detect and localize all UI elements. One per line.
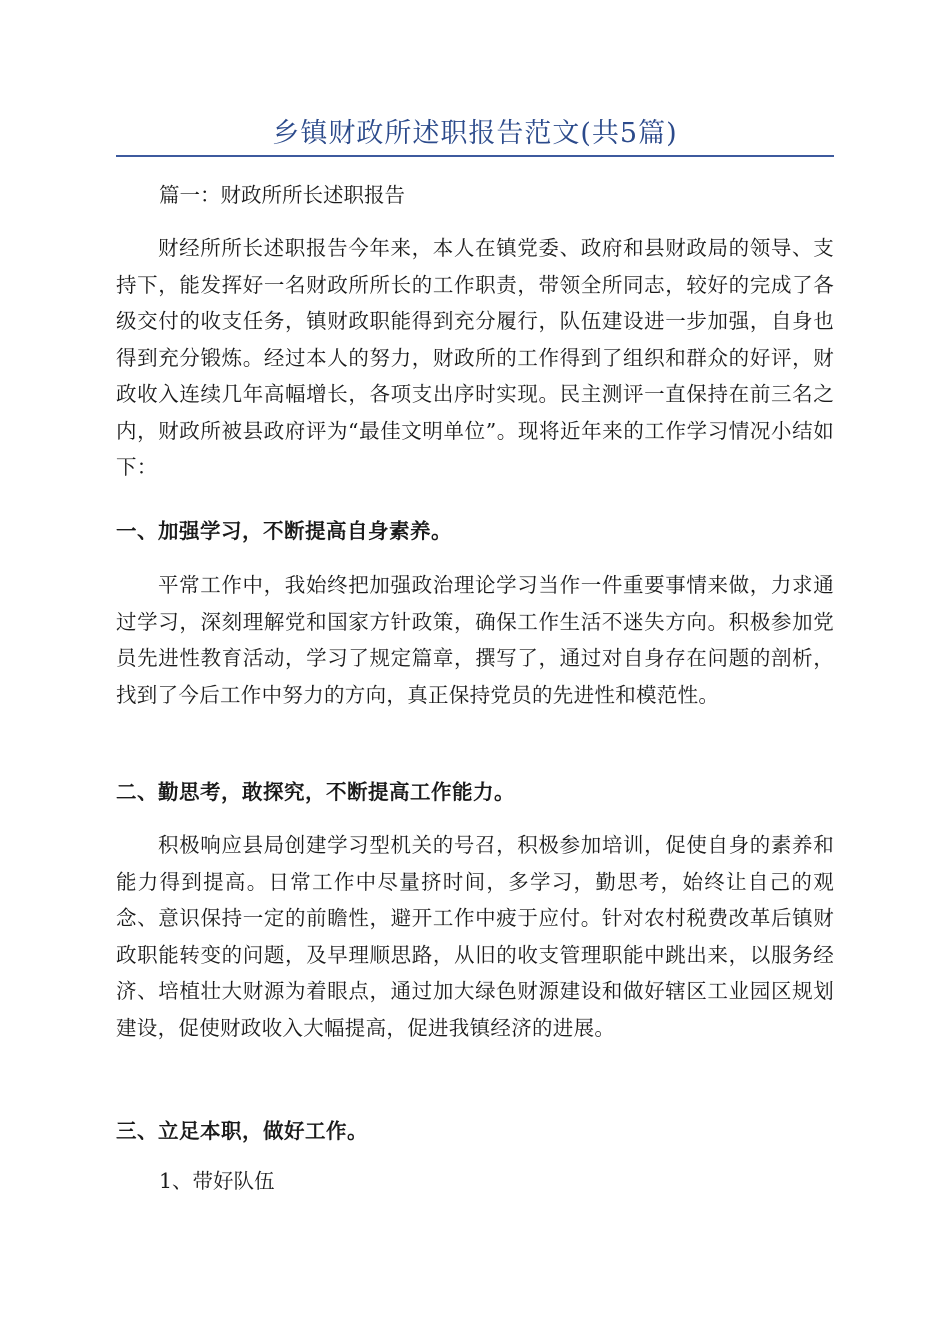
- heading-ability: 二、勤思考，敢探究，不断提高工作能力。: [116, 780, 515, 804]
- paragraph-study: 平常工作中，我始终把加强政治理论学习当作一件重要事情来做，力求通过学习，深刻理解党和国家方针政策，确保工作生活不迷失方向。积极参加党员先进性教育活动，学习了规定篇章，撰写了，通过对自身存在问题的剖析，找到了今后工作中努力的方向，真正保持党员的先进性和模范性。: [116, 573, 834, 707]
- document-title: 乡镇财政所述职报告范文(共5篇): [272, 118, 678, 149]
- paragraph-ability: 积极响应县局创建学习型机关的号召，积极参加培训，促使自身的素养和能力得到提高。日常工作中尽量挤时间，多学习，勤思考，始终让自己的观念、意识保持一定的前瞻性，避开工作中疲于应付。针对农村税费改革后镇财政职能转变的问题，及早理顺思路，从旧的收支管理职能中跳出来，以服务经济、培植壮大财源为着眼点，通过加大绿色财源建设和做好辖区工业园区规划建设，促使财政收入大幅提高，促进我镇经济的进展。: [116, 833, 834, 1040]
- paragraph-intro: 财经所所长述职报告今年来，本人在镇党委、政府和县财政局的领导、支持下，能发挥好一名财政所所长的工作职责，带领全所同志，较好的完成了各级交付的收支任务，镇财政职能得到充分履行，队伍建设进一步加强，自身也得到充分锻炼。经过本人的努力，财政所的工作得到了组织和群众的好评，财政收入连续几年高幅增长，各项支出序时实现。民主测评一直保持在前三名之内，财政所被县政府评为“最佳文明单位”。现将近年来的工作学习情况小结如下：: [116, 236, 834, 479]
- section-subtitle: 篇一：财政所所长述职报告: [159, 183, 405, 207]
- list-item-team: 1、带好队伍: [159, 1169, 275, 1193]
- heading-work: 三、立足本职，做好工作。: [116, 1119, 368, 1143]
- heading-study: 一、加强学习，不断提高自身素养。: [116, 519, 452, 543]
- title-underline: [116, 155, 834, 157]
